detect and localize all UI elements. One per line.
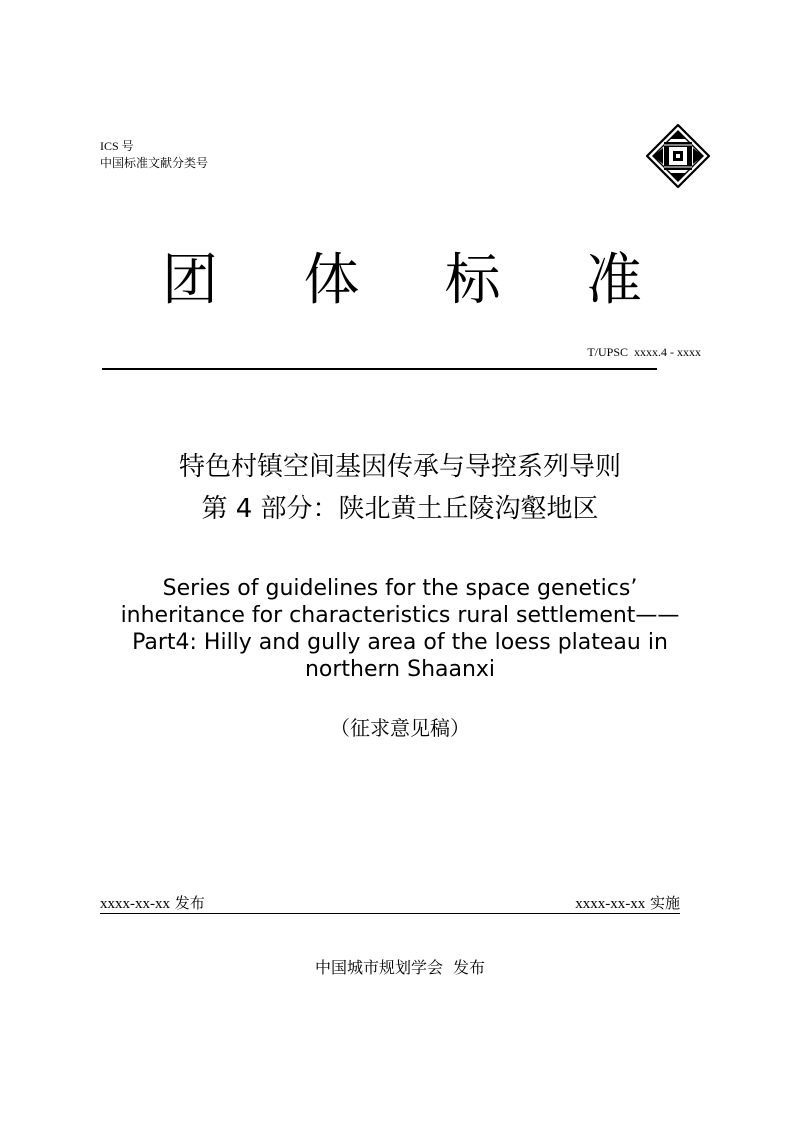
implement-date: xxxx-xx-xx <box>575 896 646 912</box>
implement-date-block <box>575 893 680 914</box>
publisher-action: 发布 <box>453 958 486 977</box>
publish-date: xxxx-xx-xx <box>100 896 170 912</box>
english-title-line: Part4: Hilly and gully area of the loess plateau in <box>132 630 668 655</box>
doc-type-char: 标 <box>444 248 501 313</box>
chinese-title-line: 特色村镇空间基因传承与导控系列导则 <box>178 452 621 482</box>
document-type-heading <box>80 245 720 317</box>
classification-block <box>100 138 208 172</box>
standard-code: T/UPSC xxxx.4 - xxxx <box>587 345 701 359</box>
chinese-title <box>0 446 800 530</box>
header-divider <box>102 368 657 370</box>
doc-type-char: 体 <box>303 248 360 313</box>
publish-date-block <box>100 893 205 914</box>
english-title-line: northern Shaanxi <box>304 657 496 682</box>
ics-number-label: ICS 号 <box>100 139 134 153</box>
doc-type-char: 准 <box>585 248 642 313</box>
english-title-line: inheritance for characteristics rural settlement—— <box>120 603 680 628</box>
standard-emblem-icon <box>646 124 710 188</box>
draft-status-label: （征求意见稿） <box>330 716 470 740</box>
publisher-line <box>0 956 800 980</box>
publisher-name: 中国城市规划学会 <box>314 958 443 977</box>
implement-label: 实施 <box>645 894 680 912</box>
english-title-line: Series of guidelines for the space genetics’ <box>162 576 638 601</box>
ccs-number-label: 中国标准文献分类号 <box>100 156 209 170</box>
english-title <box>0 575 800 683</box>
doc-type-char: 团 <box>162 248 218 313</box>
dates-row <box>100 893 680 914</box>
publish-label: 发布 <box>170 894 205 912</box>
chinese-title-line: 第 4 部分：陕北黄土丘陵沟壑地区 <box>201 494 599 524</box>
